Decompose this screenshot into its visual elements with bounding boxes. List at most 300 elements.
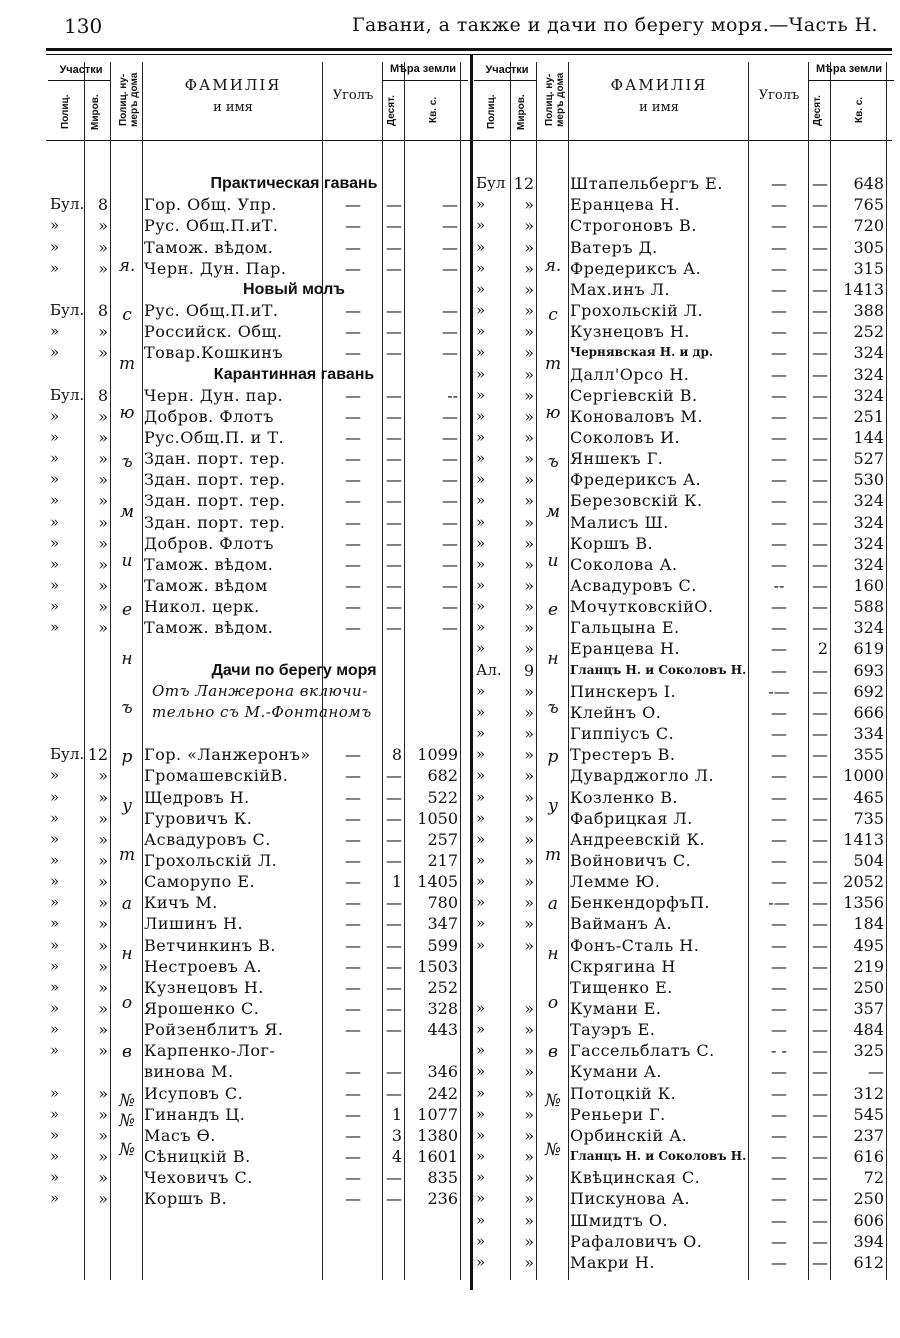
sq-sazhen-cell: 720: [853, 216, 884, 236]
desyatina-cell: —: [386, 956, 402, 976]
header-desyat: Десят.: [386, 95, 397, 127]
sq-sazhen-cell: 250: [853, 977, 884, 997]
desyatina-cell: —: [386, 449, 402, 469]
corner-cell: —: [771, 322, 787, 342]
header-miros: Миров.: [90, 94, 101, 130]
owner-name-cell: Асвадуровъ С.: [570, 576, 697, 595]
court-district-cell: »: [524, 914, 534, 934]
header-uchastki-rule: [48, 80, 110, 81]
corner-cell: —: [771, 808, 787, 828]
table-row: [48, 871, 470, 892]
house-number-side-letter: е: [547, 599, 559, 620]
owner-name-cell: Малисъ Ш.: [570, 512, 669, 532]
police-district-cell: »: [50, 766, 60, 785]
corner-cell: --: [773, 576, 785, 595]
police-district-cell: »: [50, 999, 60, 1017]
table-row: [48, 723, 470, 744]
house-number-side-letter: с: [122, 305, 132, 326]
sq-sazhen-cell: 325: [853, 1041, 884, 1061]
sq-sazhen-cell: 599: [427, 935, 458, 955]
court-district-cell: »: [524, 279, 534, 299]
corner-cell: —: [771, 1125, 787, 1145]
police-district-cell: »: [50, 237, 60, 256]
police-district-cell: »: [476, 364, 486, 383]
sq-sazhen-cell: 530: [853, 470, 884, 490]
court-district-cell: »: [524, 999, 534, 1018]
table-row: [474, 871, 896, 892]
corner-cell: —: [771, 1104, 787, 1124]
sq-sazhen-cell: —: [442, 491, 458, 511]
table-row: [474, 723, 896, 744]
court-district-cell: »: [98, 406, 108, 426]
court-district-cell: »: [524, 745, 534, 765]
sq-sazhen-cell: 522: [427, 787, 458, 807]
sq-sazhen-cell: 324: [853, 533, 884, 553]
table-row: [48, 913, 470, 934]
sq-sazhen-cell: 735: [853, 808, 884, 828]
desyatina-cell: —: [812, 1104, 828, 1124]
owner-name-cell: Квѣцинская С.: [570, 1168, 701, 1188]
owner-name-cell: Кузнецовъ Н.: [144, 977, 264, 997]
desyatina-cell: —: [386, 808, 402, 828]
table-row: [48, 575, 470, 596]
court-district-cell: »: [524, 724, 534, 744]
desyatina-cell: —: [812, 660, 828, 680]
court-district-cell: 12: [87, 745, 108, 765]
court-district-cell: »: [524, 1168, 534, 1188]
police-district-cell: »: [50, 512, 60, 531]
desyatina-cell: —: [386, 533, 402, 553]
desyatina-cell: 8: [391, 745, 402, 765]
owner-name-cell: Российск. Общ.: [144, 322, 283, 342]
court-district-cell: »: [524, 491, 534, 511]
police-district-cell: »: [50, 427, 60, 446]
sq-sazhen-cell: 252: [427, 977, 458, 997]
corner-cell: —: [771, 279, 787, 299]
desyatina-cell: —: [812, 597, 828, 617]
corner-cell: —: [345, 385, 361, 405]
desyatina-cell: —: [386, 512, 402, 532]
court-district-cell: »: [98, 576, 108, 595]
table-row: [48, 173, 470, 194]
corner-cell: -—: [768, 681, 790, 701]
sq-sazhen-cell: 219: [853, 956, 884, 976]
owner-name-cell: Трестеръ В.: [570, 745, 676, 765]
owner-name-cell: Еранцева Н.: [570, 639, 681, 659]
corner-cell: —: [345, 745, 361, 765]
corner-cell: —: [771, 935, 787, 955]
table-row: [48, 279, 470, 300]
owner-name-cell: Козленко В.: [570, 787, 679, 807]
police-district-cell: »: [476, 343, 486, 362]
sq-sazhen-cell: —: [442, 195, 458, 215]
police-district-cell: »: [50, 1104, 60, 1123]
desyatina-cell: —: [812, 343, 828, 363]
desyatina-cell: —: [812, 787, 828, 807]
corner-cell: —: [345, 491, 361, 511]
desyatina-cell: —: [812, 893, 828, 913]
court-district-cell: »: [98, 216, 108, 236]
court-district-cell: »: [524, 512, 534, 532]
court-district-cell: »: [524, 1104, 534, 1124]
desyatina-cell: —: [812, 174, 828, 194]
desyatina-cell: —: [812, 702, 828, 722]
header-miros: Миров.: [516, 94, 527, 130]
sq-sazhen-cell: 315: [853, 258, 884, 278]
sq-sazhen-cell: 160: [853, 576, 884, 595]
section-subheading: тельно съ М.-Фонтаномъ: [152, 702, 372, 721]
owner-name-cell: Рус.Общ.П. и Т.: [144, 427, 285, 447]
desyatina-cell: —: [812, 533, 828, 553]
corner-cell: —: [345, 914, 361, 934]
table-row: [474, 173, 896, 194]
police-district-cell: »: [50, 597, 60, 616]
police-district-cell: »: [476, 724, 486, 743]
police-district-cell: »: [50, 850, 60, 869]
corner-cell: —: [345, 533, 361, 553]
police-district-cell: »: [476, 1189, 486, 1208]
desyatina-cell: —: [812, 576, 828, 595]
owner-name-cell: Исуповъ С.: [144, 1083, 244, 1103]
owner-name-cell: Кичъ М.: [144, 893, 218, 913]
desyatina-cell: —: [812, 1168, 828, 1188]
police-district-cell: »: [476, 1168, 486, 1187]
court-district-cell: »: [524, 1083, 534, 1103]
desyatina-cell: —: [812, 279, 828, 299]
corner-cell: —: [771, 1252, 787, 1272]
police-district-cell: »: [50, 470, 60, 489]
table-row: [474, 765, 896, 786]
desyatina-cell: 4: [391, 1147, 402, 1167]
desyatina-cell: —: [812, 1041, 828, 1061]
house-number-side-letter: №: [544, 1090, 562, 1111]
sq-sazhen-cell: 324: [853, 491, 884, 511]
corner-cell: —: [345, 322, 361, 342]
header-polits: Полиц.: [60, 94, 71, 130]
desyatina-cell: 1: [391, 1104, 402, 1124]
owner-name-cell: Гассельблатъ С.: [570, 1041, 715, 1061]
police-district-cell: »: [476, 999, 486, 1017]
court-district-cell: »: [98, 554, 108, 574]
owner-name-cell: Штапельбергъ Е.: [570, 174, 723, 194]
police-district-cell: »: [50, 1020, 60, 1039]
corner-cell: —: [771, 301, 787, 321]
corner-cell: —: [771, 343, 787, 363]
corner-cell: —: [771, 660, 787, 680]
corner-cell: —: [771, 174, 787, 194]
sq-sazhen-cell: 355: [853, 745, 884, 765]
corner-cell: —: [345, 1104, 361, 1124]
sq-sazhen-cell: 324: [853, 554, 884, 574]
owner-name-cell: Черн. Дун. Пар.: [144, 258, 287, 278]
owner-name-cell: Вайманъ А.: [570, 914, 673, 934]
police-district-cell: »: [476, 237, 486, 256]
desyatina-cell: —: [812, 449, 828, 469]
police-district-cell: »: [476, 1083, 486, 1102]
house-number-side-letter: о: [547, 992, 559, 1013]
house-number-side-letter: р: [121, 747, 133, 768]
owner-name-cell: Гланцъ Н. и Соколовъ Н.: [570, 662, 747, 677]
owner-name-cell: Гланцъ Н. и Соколовъ Н.: [570, 1149, 747, 1164]
header-house-number: Полиц. ну- меръ дома: [118, 72, 140, 128]
police-district-cell: »: [50, 216, 60, 235]
court-district-cell: 8: [97, 385, 108, 405]
house-number-side-letter: а: [547, 894, 559, 915]
header-polits: Полиц.: [486, 94, 497, 130]
corner-cell: —: [771, 977, 787, 997]
corner-cell: —: [771, 702, 787, 722]
owner-name-cell: Соколовъ И.: [570, 427, 681, 447]
sq-sazhen-cell: 347: [427, 914, 458, 934]
court-district-cell: »: [524, 829, 534, 849]
court-district-cell: »: [524, 301, 534, 321]
corner-cell: —: [771, 597, 787, 617]
corner-cell: —: [771, 258, 787, 278]
sq-sazhen-cell: —: [442, 301, 458, 321]
court-district-cell: »: [524, 893, 534, 913]
sq-sazhen-cell: —: [442, 554, 458, 574]
court-district-cell: »: [98, 829, 108, 849]
police-district-cell: »: [50, 956, 60, 975]
desyatina-cell: —: [386, 893, 402, 913]
police-district-cell: »: [476, 576, 486, 594]
police-district-cell: »: [50, 1147, 60, 1166]
house-number-side-letter: №: [544, 1140, 562, 1160]
desyatina-cell: —: [812, 364, 828, 384]
sq-sazhen-cell: —: [442, 427, 458, 447]
house-number-side-letter: т: [544, 845, 562, 866]
sq-sazhen-cell: 252: [853, 322, 884, 342]
owner-name-cell: Грохольскій Л.: [570, 301, 704, 321]
owner-name-cell: Ватеръ Д.: [570, 237, 658, 257]
owner-name-cell: Шмидтъ О.: [570, 1210, 669, 1230]
owner-name-cell: Яншекъ Г.: [570, 449, 664, 469]
desyatina-cell: —: [386, 850, 402, 870]
corner-cell: —: [345, 956, 361, 976]
desyatina-cell: —: [812, 385, 828, 405]
police-district-cell: »: [476, 1231, 486, 1250]
table-row: [474, 215, 896, 236]
house-number-side-letter: н: [121, 943, 133, 964]
court-district-cell: »: [524, 597, 534, 617]
desyatina-cell: —: [812, 808, 828, 828]
desyatina-cell: —: [386, 491, 402, 511]
court-district-cell: »: [98, 343, 108, 363]
header-family: ФАМИЛІЯ: [610, 76, 708, 94]
header-house-number: Полиц. ну- меръ дома: [544, 72, 566, 128]
corner-cell: —: [771, 1231, 787, 1251]
desyatina-cell: —: [386, 576, 402, 595]
sq-sazhen-cell: 495: [853, 935, 884, 955]
police-district-cell: »: [476, 808, 486, 827]
police-district-cell: »: [476, 385, 486, 404]
sq-sazhen-cell: 334: [853, 724, 884, 744]
corner-cell: —: [345, 977, 361, 997]
owner-name-cell: Гиппіусъ С.: [570, 724, 675, 744]
owner-name-cell: Добров. Флотъ: [144, 406, 274, 426]
house-number-side-letter: н: [547, 943, 559, 964]
court-district-cell: »: [98, 512, 108, 532]
police-district-cell: »: [476, 427, 486, 446]
sq-sazhen-cell: 682: [427, 766, 458, 786]
police-district-cell: Бул: [476, 174, 506, 193]
owner-name-cell: Березовскій К.: [570, 491, 703, 511]
court-district-cell: »: [98, 977, 108, 997]
corner-cell: —: [771, 787, 787, 807]
court-district-cell: »: [98, 956, 108, 976]
desyatina-cell: —: [812, 322, 828, 342]
house-number-side-letter: № №: [118, 1090, 136, 1131]
sq-sazhen-cell: 346: [427, 1062, 458, 1082]
court-district-cell: »: [524, 533, 534, 553]
owner-name-cell: Орбинскій А.: [570, 1125, 688, 1145]
desyatina-cell: —: [812, 1252, 828, 1272]
desyatina-cell: —: [386, 597, 402, 617]
desyatina-cell: —: [386, 216, 402, 236]
court-district-cell: »: [98, 1189, 108, 1209]
desyatina-cell: —: [812, 745, 828, 765]
right-table: [474, 0, 896, 1290]
owner-name-cell: Здан. порт. тер.: [144, 512, 286, 532]
desyatina-cell: —: [812, 1210, 828, 1230]
court-district-cell: »: [524, 322, 534, 342]
court-district-cell: »: [524, 766, 534, 786]
desyatina-cell: —: [386, 385, 402, 405]
owner-name-cell: Андреевскій К.: [570, 829, 706, 849]
sq-sazhen-cell: —: [442, 512, 458, 532]
corner-cell: —: [771, 1083, 787, 1103]
police-district-cell: »: [476, 639, 486, 658]
sq-sazhen-cell: —: [442, 237, 458, 257]
owner-name-cell: винова М.: [144, 1062, 234, 1082]
police-district-cell: Бул.: [50, 301, 84, 320]
corner-cell: —: [345, 1147, 361, 1167]
police-district-cell: »: [476, 829, 486, 848]
desyatina-cell: —: [812, 301, 828, 321]
sq-sazhen-cell: 692: [853, 681, 884, 701]
sq-sazhen-cell: 1601: [417, 1147, 458, 1167]
police-district-cell: »: [50, 491, 60, 510]
desyatina-cell: —: [812, 914, 828, 934]
owner-name-cell: Пискунова А.: [570, 1189, 691, 1209]
police-district-cell: »: [476, 1104, 486, 1123]
sq-sazhen-cell: 324: [853, 512, 884, 532]
sq-sazhen-cell: —: [442, 597, 458, 617]
corner-cell: —: [771, 724, 787, 744]
sq-sazhen-cell: 324: [853, 385, 884, 405]
court-district-cell: »: [98, 618, 108, 638]
owner-name-cell: Грохольскій Л.: [144, 850, 278, 870]
owner-name-cell: Гуровичъ К.: [144, 808, 253, 828]
desyatina-cell: —: [812, 935, 828, 955]
header-land: Мѣра земли: [390, 63, 456, 75]
owner-name-cell: Ветчинкинъ В.: [144, 935, 276, 955]
owner-name-cell: Гальцына Е.: [570, 618, 680, 638]
sq-sazhen-cell: 388: [853, 301, 884, 321]
table-row: [474, 237, 896, 258]
owner-name-cell: Фабрицкая Л.: [570, 808, 693, 828]
owner-name-cell: Добров. Флотъ: [144, 533, 274, 553]
section-subheading: Отъ Ланжерона включи-: [152, 681, 368, 700]
court-district-cell: »: [98, 1020, 108, 1040]
corner-cell: —: [345, 195, 361, 215]
owner-name-cell: Реньери Г.: [570, 1104, 666, 1124]
court-district-cell: »: [524, 1231, 534, 1251]
police-district-cell: »: [50, 808, 60, 827]
desyatina-cell: —: [386, 914, 402, 934]
police-district-cell: »: [476, 1125, 486, 1144]
police-district-cell: »: [476, 935, 486, 954]
court-district-cell: »: [98, 914, 108, 934]
house-number-side-letter: у: [548, 796, 558, 817]
owner-name-cell: Здан. порт. тер.: [144, 491, 286, 511]
sq-sazhen-cell: 1000: [843, 766, 884, 786]
owner-name-cell: Рафаловичъ О.: [570, 1231, 703, 1251]
table-row: [474, 1061, 896, 1082]
desyatina-cell: —: [812, 999, 828, 1018]
corner-cell: —: [345, 258, 361, 278]
left-table: [48, 0, 470, 1290]
police-district-cell: »: [476, 787, 486, 806]
police-district-cell: »: [50, 1189, 60, 1208]
table-row: [48, 617, 470, 638]
sq-sazhen-cell: 394: [853, 1231, 884, 1251]
owner-name-cell: БенкендорфъП.: [570, 893, 710, 913]
police-district-cell: »: [50, 935, 60, 954]
section-heading: Новый молъ: [243, 280, 345, 298]
corner-cell: —: [771, 470, 787, 490]
owner-name-cell: Потоцкій К.: [570, 1083, 677, 1103]
police-district-cell: »: [476, 533, 486, 552]
desyatina-cell: —: [812, 406, 828, 426]
owner-name-cell: Рус. Общ.П.иТ.: [144, 216, 279, 236]
sq-sazhen-cell: 144: [853, 427, 884, 447]
sq-sazhen-cell: 328: [427, 999, 458, 1018]
corner-cell: —: [771, 956, 787, 976]
police-district-cell: »: [476, 618, 486, 637]
sq-sazhen-cell: 1413: [843, 829, 884, 849]
court-district-cell: »: [524, 449, 534, 469]
table-row: [48, 152, 470, 173]
sq-sazhen-cell: 1503: [417, 956, 458, 976]
corner-cell: —: [771, 491, 787, 511]
house-number-side-letter: ъ: [547, 452, 559, 473]
house-number-side-letter: т: [118, 354, 136, 375]
sq-sazhen-cell: —: [442, 470, 458, 490]
house-number-side-letter: о: [121, 992, 133, 1013]
header-uchastki: Участки: [485, 64, 529, 76]
desyatina-cell: —: [812, 956, 828, 976]
owner-name-cell: Нестроевъ А.: [144, 956, 263, 976]
desyatina-cell: —: [386, 1083, 402, 1103]
house-number-side-letter: т: [544, 354, 562, 375]
desyatina-cell: —: [812, 766, 828, 786]
sq-sazhen-cell: 324: [853, 343, 884, 363]
house-number-side-letter: и: [121, 550, 133, 571]
corner-cell: —: [771, 554, 787, 574]
court-district-cell: »: [524, 618, 534, 638]
court-district-cell: »: [98, 872, 108, 892]
corner-cell: —: [771, 766, 787, 786]
corner-cell: -—: [768, 893, 790, 913]
owner-name-cell: Войновичъ С.: [570, 850, 692, 870]
desyatina-cell: —: [812, 1147, 828, 1167]
corner-cell: —: [345, 1020, 361, 1040]
corner-cell: —: [771, 745, 787, 765]
desyatina-cell: —: [386, 766, 402, 786]
corner-cell: —: [345, 850, 361, 870]
owner-name-cell: Здан. порт. тер.: [144, 470, 286, 490]
